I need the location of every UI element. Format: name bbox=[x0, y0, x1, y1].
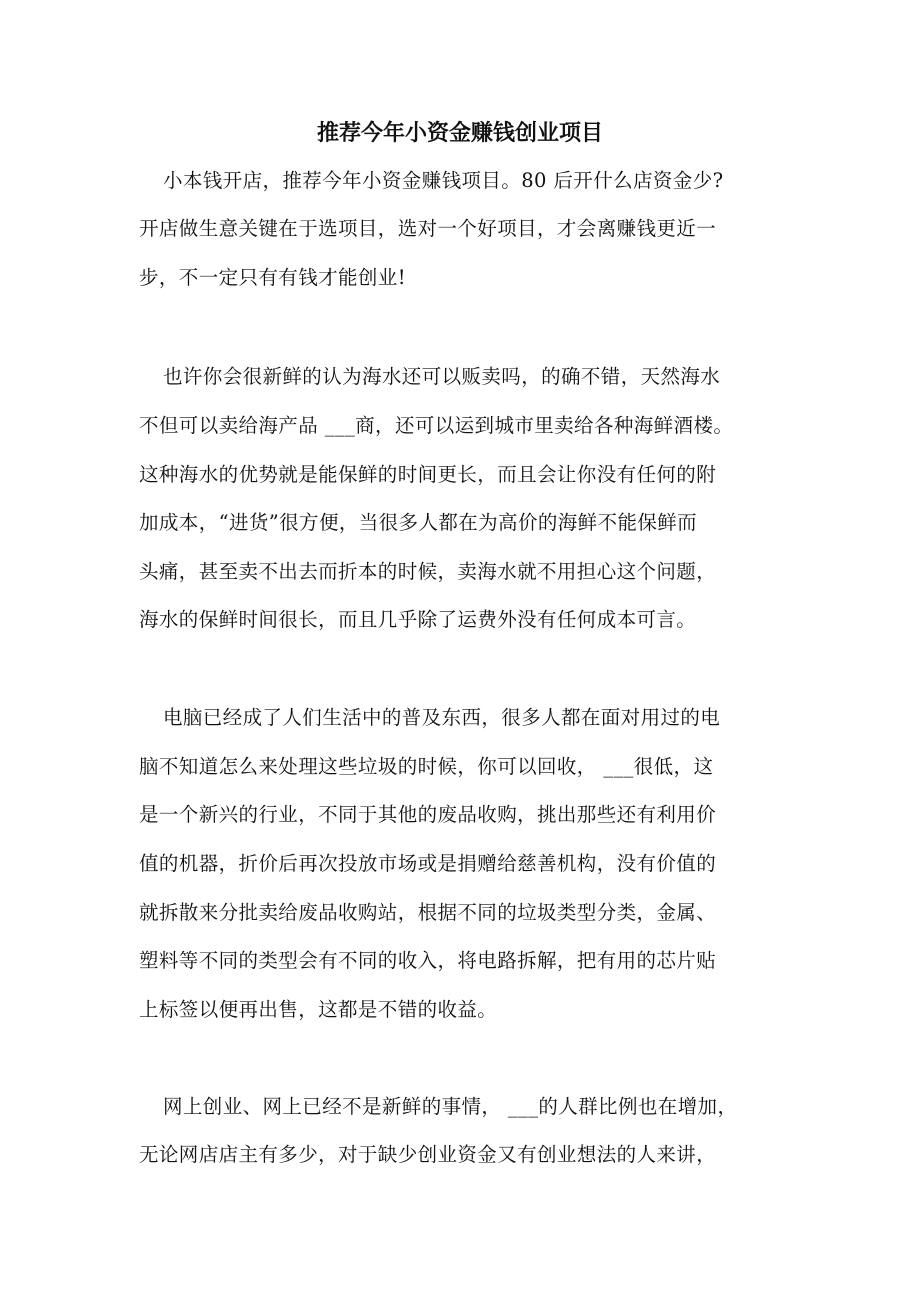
document-title: 推荐今年小资金赚钱创业项目 bbox=[316, 121, 603, 146]
paragraph-2-line-1: 也许你会很新鲜的认为海水还可以贩卖吗，的确不错，天然海水 bbox=[163, 365, 721, 388]
paragraph-3-line-1: 电脑已经成了人们生活中的普及东西，很多人都在面对用过的电 bbox=[163, 706, 721, 729]
paragraph-2-line-4: 加成本，“进货”很方便，当很多人都在为高价的海鲜不能保鲜而 bbox=[139, 511, 698, 534]
paragraph-3-line-6: 塑料等不同的类型会有不同的收入，将电路拆解，把有用的芯片贴 bbox=[139, 949, 717, 972]
paragraph-3-line-7: 上标签以便再出售，这都是不错的收益。 bbox=[139, 998, 498, 1021]
paragraph-3-line-4: 值的机器，折价后再次投放市场或是捐赠给慈善机构，没有价值的 bbox=[139, 852, 717, 875]
paragraph-3-line-5: 就拆散来分批卖给废品收购站，根据不同的垃圾类型分类，金属、 bbox=[139, 901, 717, 924]
paragraph-4-line-2: 无论网店店主有多少，对于缺少创业资金又有创业想法的人来讲， bbox=[139, 1143, 717, 1166]
paragraph-3-line-3: 是一个新兴的行业，不同于其他的废品收购，挑出那些还有利用价 bbox=[139, 803, 717, 826]
paragraph-2-line-5: 头痛，甚至卖不出去而折本的时候，卖海水就不用担心这个问题， bbox=[139, 560, 717, 583]
paragraph-1-line-2: 开店做生意关键在于选项目，选对一个好项目，才会离赚钱更近一 bbox=[139, 217, 717, 240]
paragraph-2-line-6: 海水的保鲜时间很长，而且几乎除了运费外没有任何成本可言。 bbox=[139, 608, 697, 631]
paragraph-2-line-2: 不但可以卖给海产品 ___商，还可以运到城市里卖给各种海鲜酒楼。 bbox=[139, 414, 734, 437]
paragraph-3-line-2: 脑不知道怎么来处理这些垃圾的时候，你可以回收， ___很低，这 bbox=[139, 755, 714, 778]
paragraph-4-line-1: 网上创业、网上已经不是新鲜的事情， ___的人群比例也在增加， bbox=[163, 1095, 738, 1118]
paragraph-1-line-1: 小本钱开店，推荐今年小资金赚钱项目。80 后开什么店资金少? bbox=[163, 169, 724, 192]
paragraph-1-line-3: 步，不一定只有有钱才能创业! bbox=[139, 266, 406, 289]
paragraph-2-line-3: 这种海水的优势就是能保鲜的时间更长，而且会让你没有任何的附 bbox=[139, 463, 717, 486]
